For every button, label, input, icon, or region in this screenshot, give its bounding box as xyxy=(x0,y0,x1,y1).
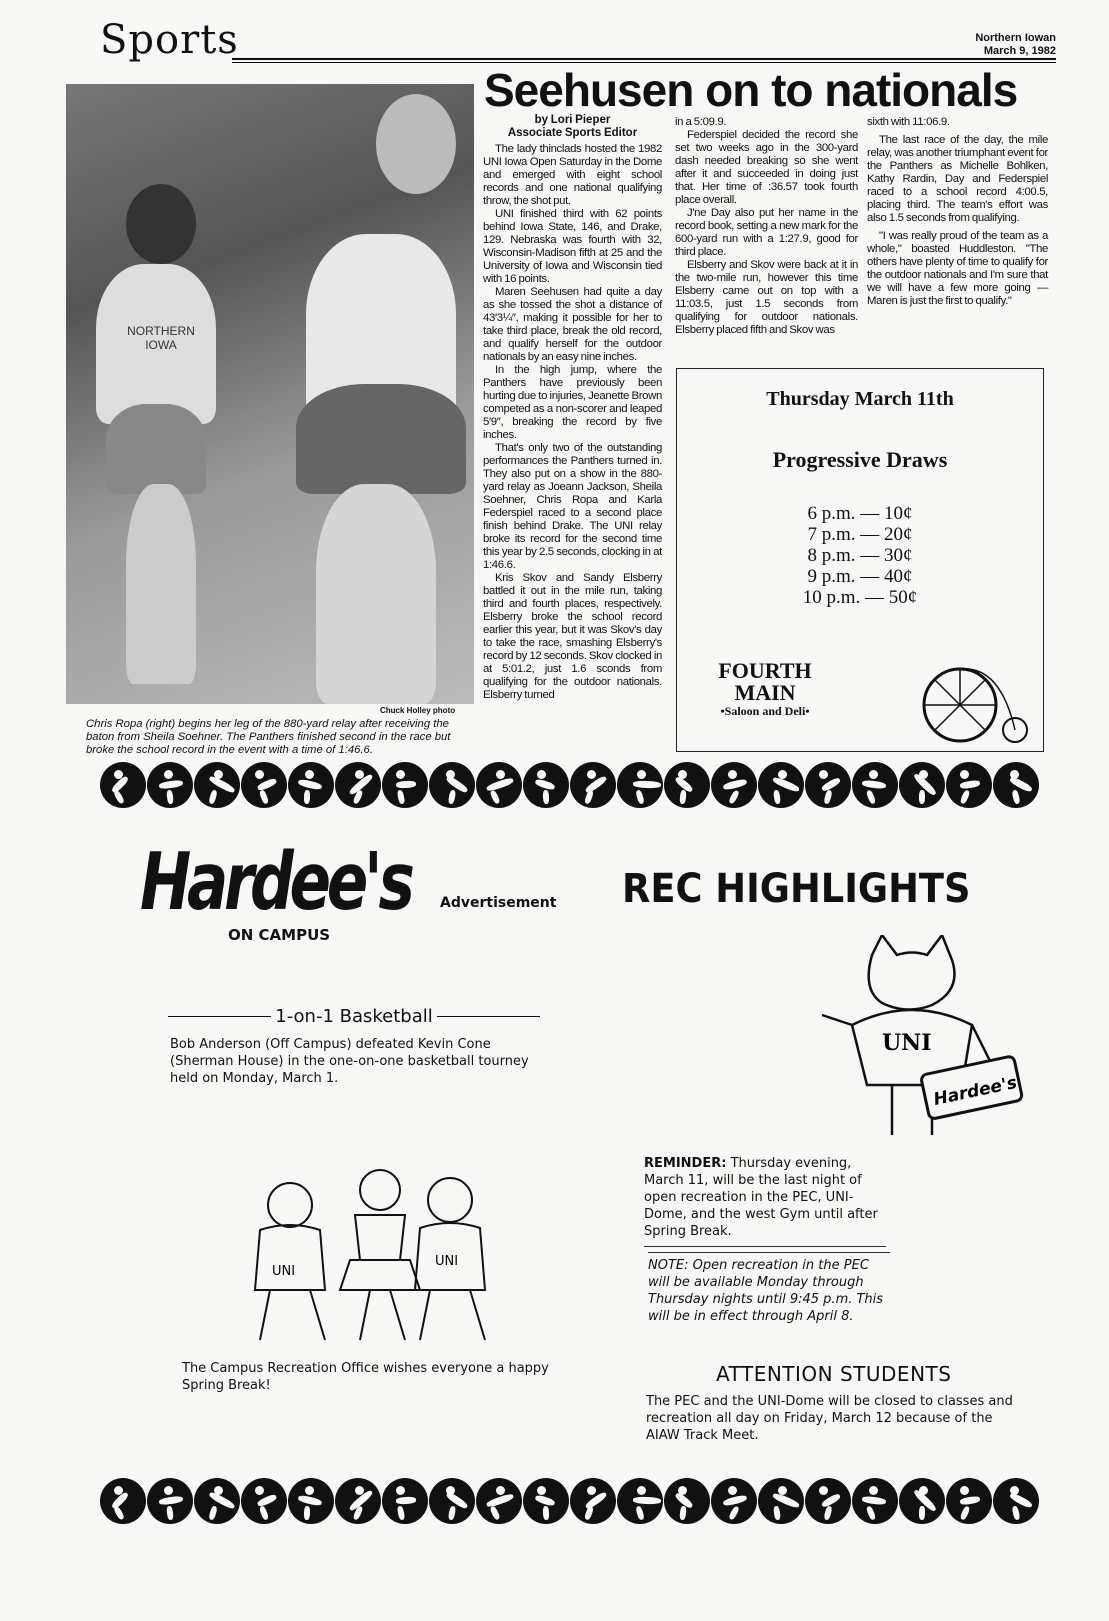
paragraph: UNI finished third with 62 points behind Iowa State, 146, and Drake, 129. Nebraska was fourth with 32, Wisconsin-Madison fifth at 25 and the University of Iowa and Wisconsin tied with 16 points. xyxy=(483,208,662,285)
sport-pictogram-icon xyxy=(476,1478,522,1524)
paragraph: Kris Skov and Sandy Elsberry battled it out in the mile run, taking third and fourth places, respectively. Elsberry broke the school record earlier this year, but it was Skov's day to take the race, smashing Elsberry's record by 12 seconds. Skov clocked in at 5:01.2, just 1.6 sconds from qualifying for the outdoor nationals. Elsberry turned xyxy=(483,572,662,701)
sport-pictogram-icon xyxy=(711,1478,757,1524)
sport-pictogram-icon xyxy=(241,762,287,808)
sport-pictogram-icon xyxy=(852,1478,898,1524)
sports-icon-strip xyxy=(100,1478,1050,1534)
hardees-subtitle: ON CAMPUS xyxy=(228,926,331,944)
sport-pictogram-icon xyxy=(993,762,1039,808)
sport-pictogram-icon xyxy=(570,762,616,808)
hardees-logo: Hardee's xyxy=(140,835,411,928)
logo-line: FOURTH xyxy=(718,658,812,683)
sports-icon-strip xyxy=(100,762,1050,818)
sport-pictogram-icon xyxy=(664,762,710,808)
issue-date: March 9, 1982 xyxy=(983,45,1056,57)
paper-name: Northern Iowan xyxy=(975,32,1056,44)
sport-pictogram-icon xyxy=(805,1478,851,1524)
paragraph: Elsberry and Skov were back at it in the two-mile run, however this time Elsberry came out on top with a 11:03.5, just 1.5 seconds from qualifying for outdoor nationals. Elsberry placed fifth and Skov was xyxy=(675,259,858,336)
sport-pictogram-icon xyxy=(523,1478,569,1524)
sport-pictogram-icon xyxy=(617,762,663,808)
paragraph: That's only two of the outstanding performances the Panthers turned in. They also put on a show in the 880-yard relay as Joeann Jackson, Sheila Soehner, Chris Ropa and Karla Federspiel raced to a second place finish behind Drake. The UNI relay broke its record for the second time this year by 2.5 seconds, clocking in at 1:46.6. xyxy=(483,442,662,571)
paragraph: in a 5:09.9. xyxy=(675,116,727,128)
masthead xyxy=(960,32,1056,58)
ad-title: Progressive Draws xyxy=(772,447,948,472)
sport-pictogram-icon xyxy=(852,762,898,808)
advertisement-label: Advertisement xyxy=(440,895,557,911)
paragraph: The lady thinclads hosted the 1982 UNI Iowa Open Saturday in the Dome and emerged with eight school records and one national qualifying throw, the shot put. xyxy=(483,143,662,207)
fourth-main-logo xyxy=(710,660,820,719)
reminder-notice xyxy=(644,1155,886,1247)
cheering-students-illustration xyxy=(230,1150,520,1350)
mascot-sign-text: Hardee's xyxy=(931,1072,1019,1110)
photo-caption: Chris Ropa (right) begins her leg of the 880-yard relay after receiving the baton from Sheila Soehner. The Panthers finished second in the race but broke the school record in the event with a time of 1:46.6. xyxy=(86,718,451,756)
paragraph: "I was really proud of the team as a whole," boasted Huddleston. "The others have plenty of time to qualify for the outdoor nationals and I'm sure that we will have a few more going — Maren is just the first to qualify." xyxy=(867,230,1048,307)
rec-highlights-title: REC HIGHLIGHTS xyxy=(622,866,971,912)
sport-pictogram-icon xyxy=(617,1478,663,1524)
section-title: Sports xyxy=(100,17,239,63)
basketball-body: Bob Anderson (Off Campus) defeated Kevin Cone (Sherman House) in the one-on-one basketball tourney held on Monday, March 1. xyxy=(170,1037,529,1086)
article-column-3 xyxy=(867,116,1048,308)
sport-pictogram-icon xyxy=(288,762,334,808)
sport-pictogram-icon xyxy=(711,762,757,808)
sport-pictogram-icon xyxy=(382,1478,428,1524)
draws-list xyxy=(677,503,1043,608)
sponsor-text: •Saloon and Deli• xyxy=(720,704,810,718)
sport-pictogram-icon xyxy=(570,1478,616,1524)
shirt-text: UNI xyxy=(435,1254,459,1269)
shirt-text: UNI xyxy=(272,1264,296,1279)
sport-pictogram-icon xyxy=(758,1478,804,1524)
penny-farthing-icon xyxy=(920,655,1030,745)
sport-pictogram-icon xyxy=(523,762,569,808)
article-column-1 xyxy=(483,114,662,702)
headline: Seehusen on to nationals xyxy=(484,64,1018,116)
divider xyxy=(437,1016,540,1017)
basketball-heading: 1-on-1 Basketball xyxy=(275,1006,433,1027)
race-photo xyxy=(66,84,474,704)
reminder-body: Thursday evening, March 11, will be the last night of open recreation in the PEC, UNI-Dome, and the west Gym until after Spring Break. xyxy=(644,1156,878,1239)
sport-pictogram-icon xyxy=(194,1478,240,1524)
sport-pictogram-icon xyxy=(147,762,193,808)
sport-pictogram-icon xyxy=(993,1478,1039,1524)
header-rule xyxy=(232,58,1056,63)
sport-pictogram-icon xyxy=(758,762,804,808)
spring-break-message: The Campus Recreation Office wishes everyone a happy Spring Break! xyxy=(182,1361,549,1393)
sport-pictogram-icon xyxy=(664,1478,710,1524)
draw-item: 7 p.m. — 20¢ xyxy=(807,524,913,545)
paragraph: Maren Seehusen had quite a day as she tossed the shot a distance of 43′3¼″, making it possible for her to take third place, break the old record, and qualify herself for the outdoor nationals by an easy nine inches. xyxy=(483,286,662,363)
sport-pictogram-icon xyxy=(100,1478,146,1524)
sport-pictogram-icon xyxy=(946,762,992,808)
sport-pictogram-icon xyxy=(899,762,945,808)
photo-credit: Chuck Holley photo xyxy=(380,706,456,715)
draw-item: 9 p.m. — 40¢ xyxy=(807,566,913,587)
ad-date: Thursday March 11th xyxy=(766,388,954,410)
mascot-shirt-text: UNI xyxy=(882,1030,932,1056)
sport-pictogram-icon xyxy=(100,762,146,808)
byline-role: Associate Sports Editor xyxy=(507,127,638,139)
divider xyxy=(168,1016,271,1017)
sport-pictogram-icon xyxy=(429,1478,475,1524)
jersey-text: NORTHERN IOWA xyxy=(127,324,195,352)
basketball-title xyxy=(168,1006,540,1027)
draw-item: 10 p.m. — 50¢ xyxy=(802,587,918,608)
byline xyxy=(483,114,662,140)
sport-pictogram-icon xyxy=(805,762,851,808)
attention-body: The PEC and the UNI-Dome will be closed to classes and recreation all day on Friday, March 12 because of the AIAW Track Meet. xyxy=(646,1394,1013,1443)
reminder-label: REMINDER: xyxy=(644,1156,727,1171)
draw-item: 8 p.m. — 30¢ xyxy=(807,545,913,566)
sport-pictogram-icon xyxy=(899,1478,945,1524)
sport-pictogram-icon xyxy=(335,762,381,808)
article-column-2 xyxy=(675,116,858,337)
logo-line: MAIN xyxy=(734,680,796,705)
panther-mascot-illustration xyxy=(812,935,1032,1150)
paragraph: In the high jump, where the Panthers have previously been hurting due to injuries, Jeanette Brown competed as a non-scorer and leaped 5′9″, breaking the record by five inches. xyxy=(483,364,662,441)
sport-pictogram-icon xyxy=(288,1478,334,1524)
sport-pictogram-icon xyxy=(335,1478,381,1524)
sport-pictogram-icon xyxy=(147,1478,193,1524)
byline-author: by Lori Pieper xyxy=(534,114,611,126)
sport-pictogram-icon xyxy=(382,762,428,808)
sport-pictogram-icon xyxy=(946,1478,992,1524)
sport-pictogram-icon xyxy=(429,762,475,808)
sport-pictogram-icon xyxy=(241,1478,287,1524)
sport-pictogram-icon xyxy=(476,762,522,808)
note-notice: NOTE: Open recreation in the PEC will be available Monday through Thursday nights until 9:45 p.m. This will be in effect through April 8. xyxy=(648,1252,890,1325)
attention-title: ATTENTION STUDENTS xyxy=(716,1362,952,1386)
draw-item: 6 p.m. — 10¢ xyxy=(807,503,913,524)
paragraph: J'ne Day also put her name in the record book, setting a new mark for the 600-yard run with a 1:27.9, good for third place. xyxy=(675,207,858,258)
sport-pictogram-icon xyxy=(194,762,240,808)
paragraph: Federspiel decided the record she set two weeks ago in the 300-yard dash needed breaking so she went after it and succeeded in doing just that. Her time of :36.57 took fourth place overall. xyxy=(675,129,858,206)
paragraph: sixth with 11:06.9. xyxy=(867,116,950,128)
paragraph: The last race of the day, the mile relay, was another triumphant event for the Panthers as Michelle Bohlken, Kathy Rardin, Day and Federspiel raced to a school record 4:00.5, placing third. The team's effort was also 1.5 seconds from qualifying. xyxy=(867,134,1048,224)
